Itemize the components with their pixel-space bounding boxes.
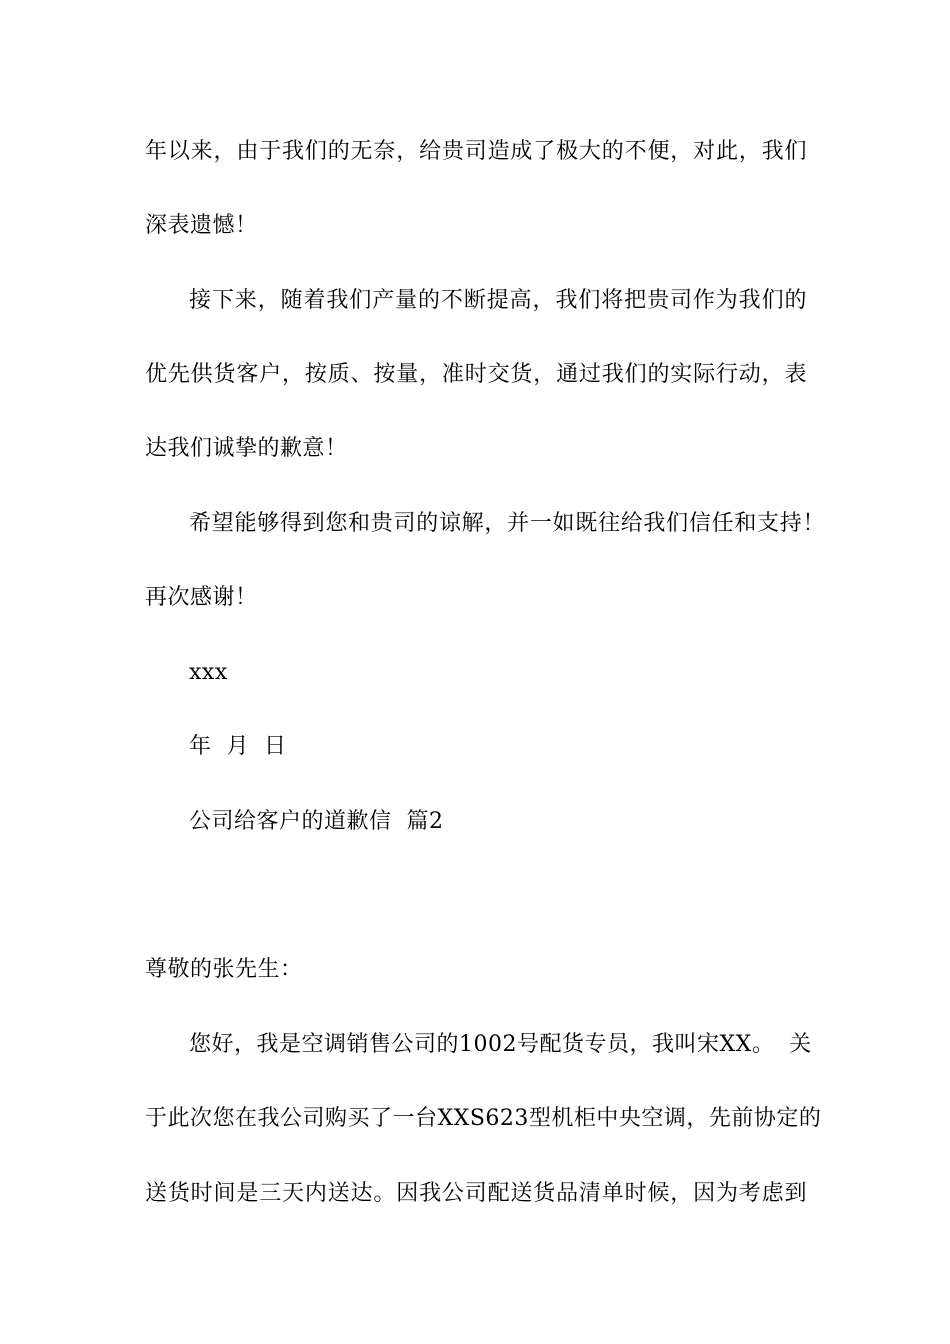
paragraph-line: 达我们诚挚的歉意！ [145, 436, 348, 461]
section-heading: 公司给客户的道歉信 篇2 [189, 809, 444, 834]
paragraph-line: 希望能够得到您和贵司的谅解，并一如既往给我们信任和支持！ [189, 511, 825, 536]
salutation: 尊敬的张先生： [145, 957, 303, 982]
paragraph-line: 优先供货客户，按质、按量，准时交货，通过我们的实际行动，表 [145, 362, 807, 387]
paragraph-line: 深表遗憾！ [145, 213, 258, 238]
paragraph-line: 再次感谢！ [145, 585, 258, 610]
paragraph-line: 年以来，由于我们的无奈，给贵司造成了极大的不便，对此，我们 [145, 139, 807, 164]
signature-name: xxx [189, 660, 228, 685]
paragraph-line: 接下来，随着我们产量的不断提高，我们将把贵司作为我们的 [189, 288, 807, 313]
paragraph-line: 您好，我是空调销售公司的1002号配货专员，我叫宋XX。 关 [189, 1032, 812, 1057]
signature-date: 年 月 日 [189, 734, 287, 759]
paragraph-line: 于此次您在我公司购买了一台XXS623型机柜中央空调，先前协定的 [145, 1106, 822, 1131]
paragraph-line: 送货时间是三天内送达。因我公司配送货品清单时候，因为考虑到 [145, 1181, 807, 1206]
